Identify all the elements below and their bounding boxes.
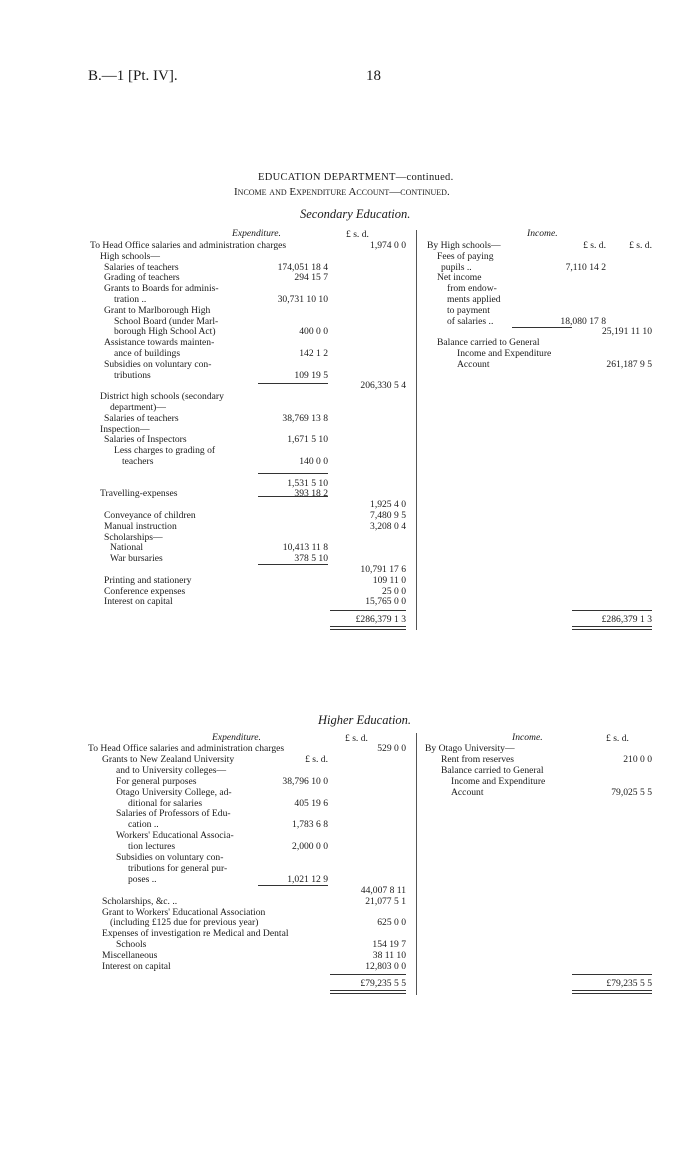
ledger-line-label: tration .. (114, 294, 147, 305)
ledger-amount: 30,731 10 10 (277, 294, 328, 305)
ledger-line-label: Otago University College, ad- (116, 786, 232, 798)
ledger-line-label: Balance carried to General (441, 764, 544, 776)
page-number: 18 (366, 68, 381, 84)
ledger-amount: 1,671 5 10 (287, 434, 328, 446)
ledger-amount: 109 19 5 (294, 369, 328, 381)
higher-total-expenditure: £79,235 5 5 (360, 978, 406, 989)
ledger-line-label: to payment (447, 304, 490, 316)
rule (258, 564, 328, 565)
ledger-line-label: National (110, 542, 144, 554)
ledger-line-label: Schools (116, 939, 147, 951)
ledger-line-label: tributions for general pur- (128, 862, 228, 874)
ledger-amount: 1,531 5 10 (287, 477, 328, 489)
higher-divider (416, 733, 417, 995)
ledger-line-label: from endow- (447, 283, 497, 295)
ledger-amount: 10,413 11 8 (282, 542, 328, 554)
ledger-line-label: Inspection— (100, 423, 150, 435)
ledger-amount: 21,077 5 1 (365, 895, 406, 907)
ledger-amount: £ s. d. (629, 240, 652, 251)
rule (330, 990, 406, 991)
ledger-line-label: High schools— (100, 250, 160, 262)
ledger-line-label: By High schools— (427, 240, 501, 251)
ledger-line-label: Fees of paying (437, 250, 494, 262)
rule (572, 629, 652, 630)
secondary-income-heading: Income. (527, 228, 558, 239)
ledger-line-label: tion lectures (128, 841, 176, 853)
ledger-amount: 154 19 7 (372, 939, 406, 951)
ledger-line-label: Expenses of investigation re Medical and Dental (102, 928, 289, 940)
higher-currency-head: £ s. d. (345, 733, 368, 744)
rule (572, 993, 652, 994)
secondary-total-income: £286,379 1 3 (601, 614, 652, 625)
secondary-total-expenditure: £286,379 1 3 (355, 614, 406, 625)
ledger-amount: 294 15 7 (294, 272, 328, 284)
ledger-amount: 529 0 0 (377, 743, 406, 754)
ledger-line-label: Travelling-expenses (100, 488, 178, 500)
ledger-amount: 12,803 0 0 (365, 961, 406, 972)
ledger-line-label: Conference expenses (104, 585, 186, 597)
rule (330, 974, 406, 975)
ledger-amount: 7,480 9 5 (370, 510, 406, 521)
ledger-line-label: Grading of teachers (104, 272, 180, 284)
rule (572, 626, 652, 627)
ledger-amount: 79,025 5 5 (611, 786, 652, 798)
ledger-line-label: Interest on capital (104, 596, 173, 608)
ledger-amount: 1,021 12 9 (287, 873, 328, 885)
ledger-amount: 1,925 4 0 (370, 499, 406, 511)
ledger-line-label: Assistance towards mainten- (104, 337, 215, 349)
higher-heading: Higher Education. (318, 713, 412, 727)
ledger-amount: 140 0 0 (299, 456, 328, 467)
ledger-line-label: Printing and stationery (104, 574, 192, 586)
ledger-amount: 210 0 0 (623, 753, 652, 765)
page-header-left: B.—1 [Pt. IV]. (88, 68, 178, 84)
ledger-amount: 18,080 17 8 (560, 315, 606, 327)
ledger-amount: 142 1 2 (299, 348, 328, 359)
rule (512, 327, 572, 328)
ledger-amount: 261,187 9 5 (606, 358, 652, 370)
ledger-amount: 2,000 0 0 (292, 841, 328, 853)
rule (572, 974, 652, 975)
ledger-amount: 38,769 13 8 (282, 412, 328, 424)
ledger-amount: 1,783 6 8 (292, 819, 328, 831)
ledger-line-label: Salaries of Professors of Edu- (116, 808, 231, 820)
ledger-line-label: Grant to Workers' Educational Association (102, 906, 266, 918)
ledger-line-label: Account (451, 786, 484, 798)
ledger-amount: 44,007 8 11 (360, 884, 406, 896)
ledger-line-label: Grant to Marlborough High (104, 304, 211, 316)
ledger-amount: £ s. d. (305, 753, 328, 765)
ledger-line-label: borough High School Act) (114, 326, 216, 338)
ledger-line-label: For general purposes (116, 775, 197, 787)
ledger-amount: 3,208 0 4 (370, 520, 406, 532)
ledger-line-label: ments applied (447, 294, 501, 305)
department-title: EDUCATION DEPARTMENT—continued. (258, 172, 454, 183)
ledger-line-label: Interest on capital (102, 961, 171, 972)
higher-income-currency-head: £ s. d. (606, 733, 629, 744)
ledger-line-label: Miscellaneous (102, 950, 158, 962)
ledger-line-label: Workers' Educational Associa- (116, 830, 234, 842)
rule (330, 629, 406, 630)
ledger-line-label: Scholarships— (104, 531, 163, 543)
ledger-line-label: By Otago University— (425, 743, 515, 754)
ledger-line-label: ance of buildings (114, 348, 181, 359)
ledger-line-label: School Board (under Marl- (114, 315, 219, 327)
ledger-line-label: Rent from reserves (441, 753, 514, 765)
secondary-expenditure-heading: Expenditure. (232, 228, 281, 239)
account-title: Income and Expenditure Account—continued. (234, 186, 450, 198)
ledger-amount: 625 0 0 (377, 917, 406, 929)
rule (572, 990, 652, 991)
ledger-amount: 174,051 18 4 (277, 261, 328, 273)
ledger-amount: 405 19 6 (294, 797, 328, 809)
ledger-line-label: Scholarships, &c. .. (102, 895, 178, 907)
rule (330, 993, 406, 994)
ledger-amount: 10,791 17 6 (360, 564, 406, 575)
ledger-line-label: Account (457, 358, 490, 370)
higher-income-heading: Income. (512, 732, 543, 743)
ledger-amount: £ s. d. (583, 240, 606, 251)
ledger-line-label: Income and Expenditure (457, 348, 552, 359)
secondary-currency-head: £ s. d. (346, 229, 369, 240)
ledger-amount: 38 11 10 (372, 950, 406, 962)
ledger-amount: 378 5 10 (294, 553, 328, 565)
secondary-heading: Secondary Education. (300, 207, 411, 221)
ledger-line-label: Less charges to grading of (114, 445, 216, 457)
ledger-line-label: Salaries of teachers (104, 261, 179, 273)
ledger-line-label: (including £125 due for previous year) (110, 917, 259, 929)
ledger-line-label: department)— (110, 402, 166, 413)
rule (330, 626, 406, 627)
ledger-line-label: To Head Office salaries and administration charges (88, 743, 285, 754)
secondary-divider (416, 230, 417, 630)
ledger-line-label: poses .. (128, 873, 157, 885)
ledger-amount: 393 18 2 (294, 488, 328, 500)
ledger-line-label: Net income (437, 272, 482, 284)
ledger-amount: 15,765 0 0 (365, 596, 406, 608)
rule (258, 885, 328, 886)
rule (258, 496, 328, 497)
ledger-line-label: Conveyance of children (104, 510, 196, 521)
ledger-amount: 7,110 14 2 (565, 261, 606, 273)
ledger-amount: 206,330 5 4 (360, 380, 406, 392)
ledger-line-label: tributions (114, 369, 151, 381)
ledger-line-label: cation .. (128, 819, 159, 831)
ledger-line-label: District high schools (secondary (100, 391, 224, 403)
rule (258, 383, 328, 384)
ledger-line-label: Income and Expenditure (451, 775, 546, 787)
ledger-amount: 109 11 0 (372, 574, 406, 586)
ledger-line-label: To Head Office salaries and administration charges (90, 240, 287, 251)
ledger-line-label: of salaries .. (447, 315, 494, 327)
ledger-amount: 25 0 0 (382, 585, 406, 597)
ledger-line-label: Subsidies on voluntary con- (116, 852, 224, 863)
ledger-amount: 38,796 10 0 (282, 775, 328, 787)
ledger-line-label: Grants to New Zealand University (102, 753, 235, 765)
ledger-line-label: Salaries of Inspectors (104, 434, 187, 446)
ledger-line-label: Subsidies on voluntary con- (104, 358, 212, 370)
ledger-line-label: ditional for salaries (128, 797, 203, 809)
higher-expenditure-heading: Expenditure. (212, 732, 261, 743)
ledger-line-label: Balance carried to General (437, 337, 540, 349)
rule (258, 473, 328, 474)
ledger-amount: 400 0 0 (299, 326, 328, 338)
ledger-line-label: Manual instruction (104, 520, 177, 532)
ledger-amount: 25,191 11 10 (601, 326, 652, 338)
higher-total-income: £79,235 5 5 (606, 978, 652, 989)
rule (330, 610, 406, 611)
ledger-line-label: Salaries of teachers (104, 412, 179, 424)
ledger-amount: 1,974 0 0 (370, 240, 406, 251)
ledger-line-label: and to University colleges— (116, 764, 227, 776)
ledger-line-label: War bursaries (110, 553, 163, 565)
ledger-line-label: teachers (122, 456, 154, 467)
rule (572, 610, 652, 611)
ledger-line-label: pupils .. (441, 261, 472, 273)
ledger-line-label: Grants to Boards for adminis- (104, 283, 219, 295)
